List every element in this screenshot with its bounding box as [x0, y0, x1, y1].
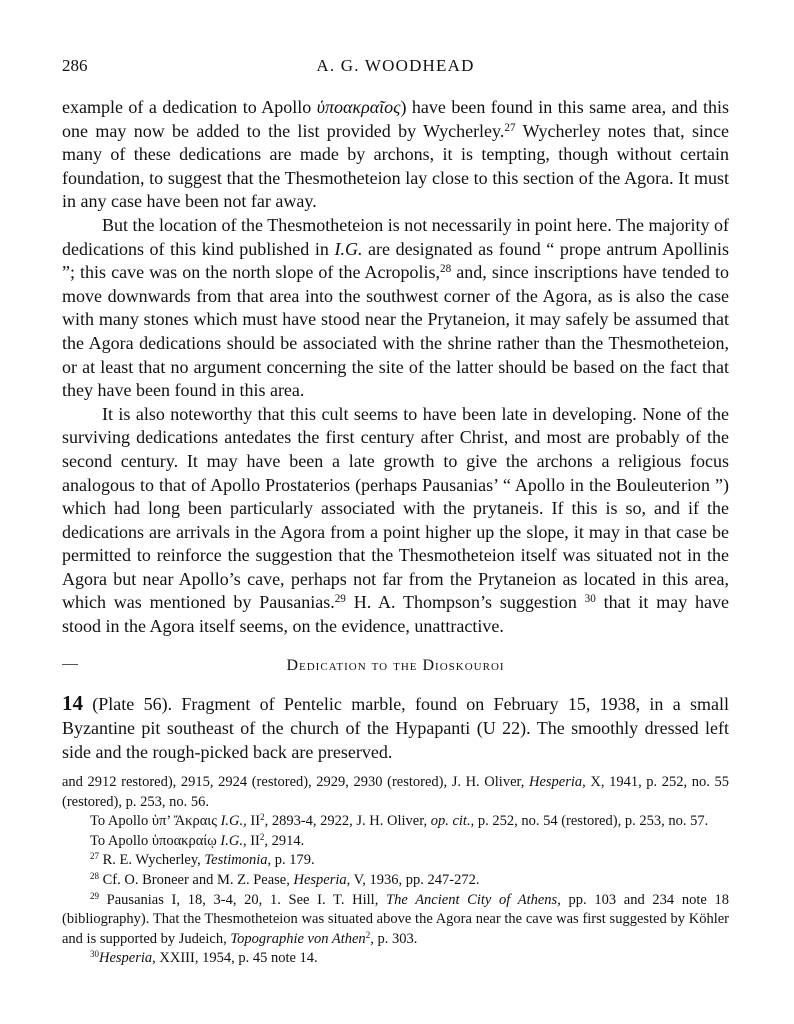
footnote-29: $^{29}$ Pausanias I, 18, 3-4, 20, 1. See I. T. Hill, The Ancient City of Athens, pp. 103 and 234 note 18 (bibliography). That the Thesmotheteion was situated above the Agora near the cave was first suggested by Köhler and is supported by Judeich, Topographie von Athen$^2$, p. 303. [62, 890, 729, 947]
footnote-apollo-hypoakraios: To Apollo ὑποακραίῳ I.G., $II^2$, 2914. [90, 831, 305, 849]
entry-number: 14 [62, 691, 83, 715]
ig-abbrev: I.G. [334, 238, 363, 259]
page-header [62, 56, 729, 82]
footnote-apollo-akrais: To Apollo ὑπ’ Ἄκραις I.G., $II^2$, 2893-4, 2922, J. H. Oliver, op. cit., p. 252, no. 54 (restored), p. 253, no. 57. [90, 812, 709, 830]
running-head: A. G. WOODHEAD [316, 56, 475, 75]
footnote-ref-28: 28 [440, 263, 452, 276]
paragraph-2: But the location of the Thesmotheteion is not necessarily in point here. The majority of dedications of this kind published in I.G. are designated as found “ prope antrum Apollinis ”; this cave was on the north slope of the Acropolis,$^{28}$ and, since inscriptions have tended to move downwards from that area into the southwest corner of the Agora, as is also the case with many stones which must have stood near the Prytaneion, it may safely be assumed that the Agora dedications should be associated with the shrine rather than the Thesmotheteion, or at least that no argument concerning the site of the latter should be based on the fact that they have been found in this area. [62, 214, 730, 401]
greek-epithet: ὑποακραῖος [316, 97, 401, 117]
footnote-30: $^{30}$Hesperia, XXIII, 1954, p. 45 note 14. [90, 949, 318, 967]
footnote-27: $^{27}$ R. E. Wycherley, Testimonia, p. 179. [90, 851, 315, 869]
footnote-ref-30: 30 [584, 593, 596, 606]
entry-text: (Plate 56). Fragment of Pentelic marble, found on February 15, 1938, in a small Byzantine pit southeast of the church of the Hypapanti (U 22). The smoothly dressed left side and the rough-picked back are preserved. [62, 694, 729, 762]
footnotes [62, 773, 729, 969]
catalog-entry [62, 691, 729, 764]
footnote-ref-27: 27 [504, 121, 516, 134]
footnote-ref-29: 29 [334, 593, 346, 606]
paragraph-3: It is also noteworthy that this cult seems to have been late in developing. None of the surviving dedications antedates the first century after Christ, and most are probably of the second century. It may have been a late growth to give the archons a religious focus analogous to that of Apollo Prostaterios (perhaps Pausanias’ “ Apollo in the Bouleuterion ”) which had long been particularly associated with the prytaneis. If this is so, and if the dedications are arrivals in the Agora from a point higher up the slope, it may in that case be permitted to reinforce the suggestion that the Thesmotheteion itself was situated not in the Agora but near Apollo’s cave, perhaps not far from the Prytaneion as located in this area, which was mentioned by Pausanias.$^{29}$ H. A. Thompson’s suggestion $^{30}$ that it may have stood in the Agora itself seems, on the evidence, unattractive. [62, 403, 730, 637]
body-text [62, 96, 729, 639]
section-heading: Dedication to the Dioskouroi [286, 657, 505, 674]
footnote-continuation: and 2912 restored), 2915, 2924 (restored), 2929, 2930 (restored), J. H. Oliver, Hesperia, X, 1941, p. 252, no. 55 (restored), p. 253, no. 56. [62, 774, 729, 810]
paragraph-1: example of a dedication to Apollo ὑποακραῖος) have been found in this same area, and this one may now be added to the list provided by Wycherley.$^{27}$ Wycherley notes that, since many of these dedications are made by archons, it is tempting, though without certain foundation, to suggest that the Thesmotheteion lay close to this section of the Agora. It must in any case have been not far away. [62, 97, 729, 212]
page-number: 286 [62, 56, 88, 75]
footnote-28: $^{28}$ Cf. O. Broneer and M. Z. Pease, Hesperia, V, 1936, pp. 247-272. [90, 871, 480, 888]
